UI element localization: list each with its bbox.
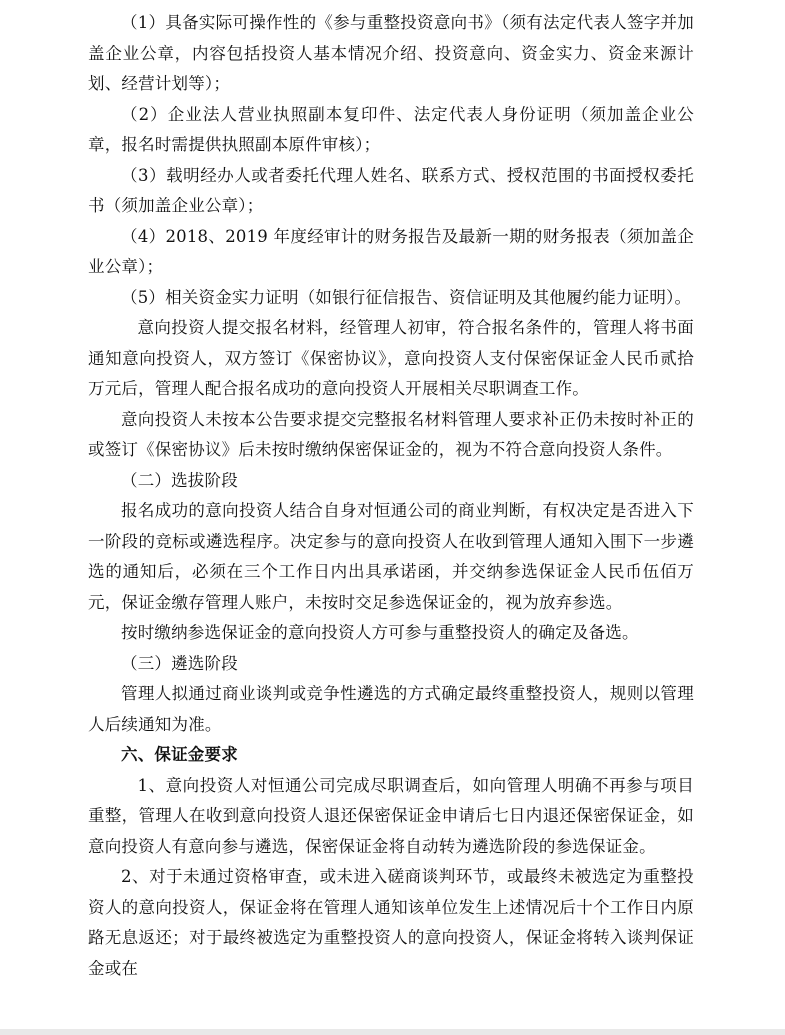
paragraph-8: 报名成功的意向投资人结合自身对恒通公司的商业判断，有权决定是否进入下一阶段的竞标或遴选程序。决定参与的意向投资人在收到管理人通知入围下一步遴选的通知后，必须在三个工作日内出具承诺函，并交纳参选保证金人民币伍佰万元，保证金缴存管理人账户，未按时交足参选保证金的，视为放弃参选。 — [88, 501, 694, 612]
section-heading-deposit: 六、保证金要求 — [121, 745, 238, 764]
paragraph-12: 2、对于未通过资格审查，或未进入磋商谈判环节，或最终未被选定为重整投资人的意向投资人，保证金将在管理人通知该单位发生上述情况后十个工作日内原路无息返还；对于最终被选定为重整投资人的意向投资人，保证金将转入谈判保证金或在 — [88, 867, 694, 978]
section-heading-selection: （二）选拔阶段 — [121, 470, 238, 490]
paragraph-3: （3）载明经办人或者委托代理人姓名、联系方式、授权范围的书面授权委托书（须加盖企业公章）； — [88, 165, 694, 215]
page-bottom-edge — [0, 1029, 785, 1035]
document-body — [88, 8, 694, 984]
paragraph-7: 意向投资人未按本公告要求提交完整报名材料管理人要求补正仍未按时补正的或签订《保密协议》后未按时缴纳保密保证金的，视为不符合意向投资人条件。 — [88, 409, 694, 459]
paragraph-9: 按时缴纳参选保证金的意向投资人方可参与重整投资人的确定及备选。 — [121, 623, 639, 642]
paragraph-2: （2）企业法人营业执照副本复印件、法定代表人身份证明（须加盖企业公章，报名时需提供执照副本原件审核）； — [88, 104, 694, 154]
paragraph-5: （5）相关资金实力证明（如银行征信报告、资信证明及其他履约能力证明）。 — [121, 287, 692, 307]
paragraph-4: （4）2018、2019 年度经审计的财务报告及最新一期的财务报表（须加盖企业公章）； — [88, 226, 694, 276]
paragraph-11: 1、意向投资人对恒通公司完成尽职调查后，如向管理人明确不再参与项目重整，管理人在收到意向投资人退还保密保证金申请后七日内退还保密保证金，如意向投资人有意向参与遴选，保密保证金将自动转为遴选阶段的参选保证金。 — [88, 775, 694, 856]
section-heading-final-selection: （三）遴选阶段 — [121, 653, 238, 673]
paragraph-6: 意向投资人提交报名材料，经管理人初审，符合报名条件的，管理人将书面通知意向投资人，双方签订《保密协议》，意向投资人支付保密保证金人民币贰拾万元后，管理人配合报名成功的意向投资人开展相关尽职调查工作。 — [88, 318, 694, 398]
paragraph-10: 管理人拟通过商业谈判或竞争性遴选的方式确定最终重整投资人，规则以管理人后续通知为准。 — [88, 684, 694, 734]
paragraph-1: （1）具备实际可操作性的《参与重整投资意向书》（须有法定代表人签字并加盖企业公章，内容包括投资人基本情况介绍、投资意向、资金实力、资金来源计划、经营计划等）； — [88, 13, 694, 93]
